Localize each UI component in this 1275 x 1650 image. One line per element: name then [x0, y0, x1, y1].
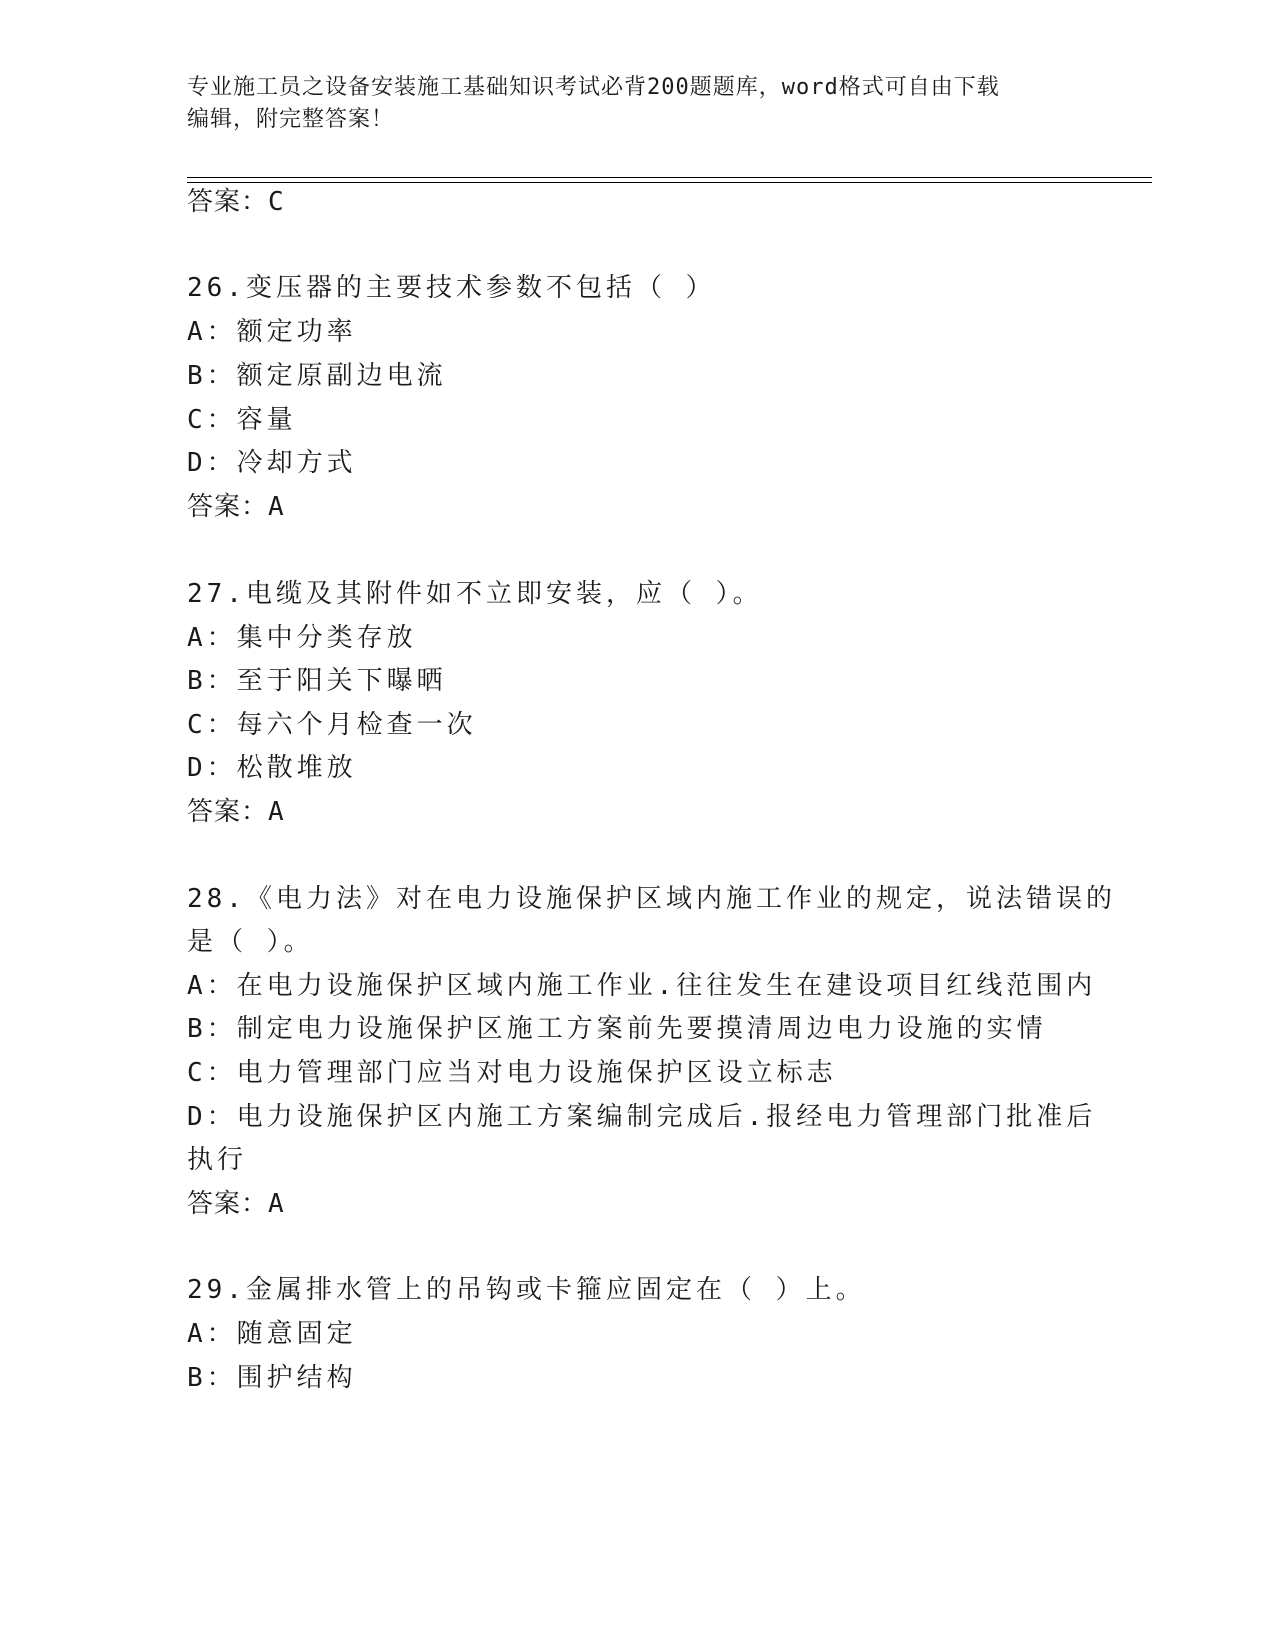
question-29-option-b: B：围护结构 — [187, 1363, 357, 1393]
question-26-stem: 26.变压器的主要技术参数不包括（ ） — [187, 273, 716, 303]
question-27-stem: 27.电缆及其附件如不立即安装，应（ ）。 — [187, 579, 763, 609]
question-27-option-c: C：每六个月检查一次 — [187, 710, 477, 740]
question-28-stem-cont: 是（ ）。 — [187, 927, 314, 957]
question-28-stem: 28.《电力法》对在电力设施保护区域内施工作业的规定，说法错误的 — [187, 884, 1116, 914]
answer-label: 答案： — [187, 797, 269, 827]
question-29-stem: 29.金属排水管上的吊钩或卡箍应固定在（ ）上。 — [187, 1275, 866, 1305]
question-28-option-d: D：电力设施保护区内施工方案编制完成后.报经电力管理部门批准后 — [187, 1102, 1097, 1132]
question-27-option-b: B：至于阳关下曝晒 — [187, 666, 447, 696]
answer-label: 答案： — [187, 1189, 269, 1219]
answer-value: C — [268, 187, 285, 217]
header-divider-top — [187, 177, 1152, 178]
answer-label: 答案： — [187, 492, 269, 522]
prev-answer — [187, 182, 285, 222]
question-28-option-d-cont: 执行 — [187, 1145, 248, 1175]
answer-value: A — [268, 797, 285, 827]
question-27-option-d: D：松散堆放 — [187, 753, 357, 783]
question-27-option-a: A：集中分类存放 — [187, 623, 417, 653]
document-header — [187, 72, 1087, 136]
answer-label: 答案： — [187, 187, 269, 217]
question-26-answer — [187, 487, 285, 527]
question-28-option-c: C：电力管理部门应当对电力设施保护区设立标志 — [187, 1058, 837, 1088]
question-26-option-b: B：额定原副边电流 — [187, 361, 447, 391]
header-line-2: 编辑，附完整答案！ — [187, 107, 395, 132]
answer-value: A — [268, 1189, 285, 1219]
question-27-answer — [187, 792, 285, 832]
question-28-option-b: B：制定电力设施保护区施工方案前先要摸清周边电力设施的实情 — [187, 1014, 1047, 1044]
answer-value: A — [268, 492, 285, 522]
question-29-option-a: A：随意固定 — [187, 1319, 357, 1349]
header-line-1: 专业施工员之设备安装施工基础知识考试必背200题题库，word格式可自由下载 — [187, 75, 1000, 100]
header-divider-bottom — [187, 182, 1152, 183]
question-26-option-c: C：容量 — [187, 405, 297, 435]
question-28-answer — [187, 1184, 285, 1224]
question-26-option-d: D：冷却方式 — [187, 448, 357, 478]
question-26-option-a: A：额定功率 — [187, 317, 357, 347]
question-28-option-a: A：在电力设施保护区域内施工作业.往往发生在建设项目红线范围内 — [187, 971, 1097, 1001]
